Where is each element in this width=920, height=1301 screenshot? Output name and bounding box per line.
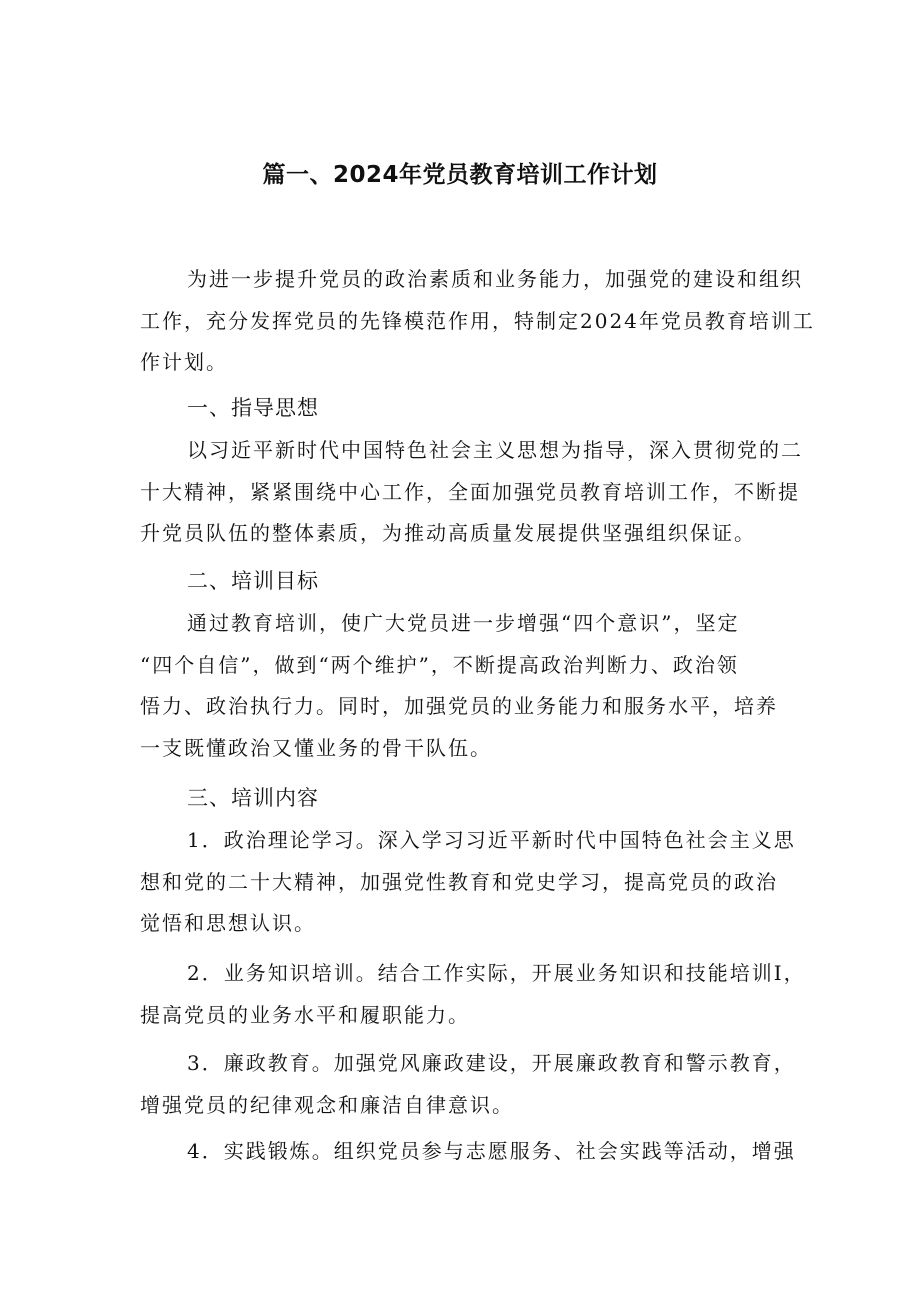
text-line: 升党员队伍的整体素质，为推动高质量发展提供坚强组织保证。 xyxy=(140,521,756,545)
content-item-business-training xyxy=(140,953,806,1036)
text-line: 觉悟和思想认识。 xyxy=(140,911,316,935)
section-heading-training-goals: 二、培训目标 xyxy=(187,569,319,593)
text-line: 十大精神，紧紧围绕中心工作，全面加强党员教育培训工作，不断提 xyxy=(140,479,800,504)
content-item-integrity-education xyxy=(140,1043,796,1126)
text-line: 1．政治理论学习。深入学习习近平新时代中国特色社会主义思 xyxy=(187,828,796,852)
text-line: 增强党员的纪律观念和廉洁自律意识。 xyxy=(140,1092,514,1117)
text-line: 想和党的二十大精神，加强党性教育和党史学习，提高党员的政治 xyxy=(140,869,778,894)
training-goals-paragraph xyxy=(140,603,785,769)
content-item-practice xyxy=(140,1131,796,1173)
text-line: 3．廉政教育。加强党风廉政建设，开展廉政教育和警示教育， xyxy=(187,1051,796,1075)
text-line: 作计划。 xyxy=(140,350,228,374)
content-item-political-theory xyxy=(140,820,796,945)
text-line: 2．业务知识培训。结合工作实际，开展业务知识和技能培训I， xyxy=(187,961,806,985)
text-line: 悟力、政治执行力。同时，加强党员的业务能力和服务水平，培养 xyxy=(140,694,778,718)
text-line: 4．实践锻炼。组织党员参与志愿服务、社会实践等活动，增强 xyxy=(187,1139,796,1163)
text-line: 通过教育培训，使广大党员进一步增强“四个意识”，坚定 xyxy=(187,611,740,635)
intro-paragraph xyxy=(140,259,815,384)
text-line: 以习近平新时代中国特色社会主义思想为指导，深入贯彻党的二 xyxy=(187,438,803,462)
guiding-ideology-paragraph xyxy=(140,430,803,555)
text-line: 一支既懂政治又懂业务的骨干队伍。 xyxy=(140,735,492,760)
text-line: “四个自信”，做到“两个维护”，不断提高政治判断力、政治领 xyxy=(140,652,739,677)
text-line: 工作，充分发挥党员的先锋模范作用，特制定2024年党员教育培训工 xyxy=(140,308,815,333)
document-title: 篇一、2024年党员教育培训工作计划 xyxy=(262,162,658,188)
section-heading-guiding-ideology: 一、指导思想 xyxy=(187,396,319,420)
text-line: 为进一步提升党员的政治素质和业务能力，加强党的建设和组织 xyxy=(187,267,803,291)
section-heading-training-content: 三、培训内容 xyxy=(187,786,319,810)
text-line: 提高党员的业务水平和履职能力。 xyxy=(140,1002,470,1027)
